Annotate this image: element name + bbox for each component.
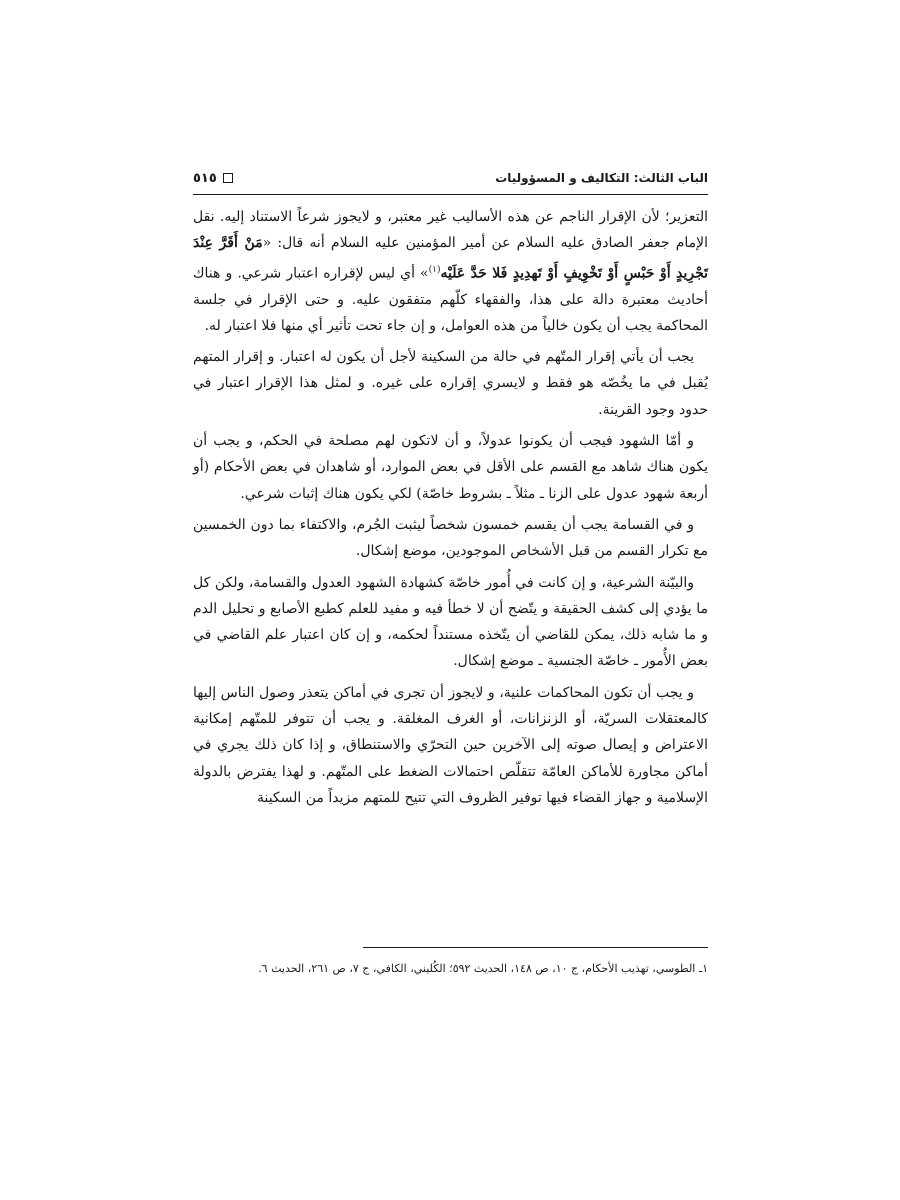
footnote-rule: [363, 947, 708, 948]
running-head: [193, 165, 708, 191]
paragraph-5: والبيّنة الشرعية، و إن كانت في أُمور خاصّة كشهادة الشهود العدول والقسامة، ولكن كل ما يؤدي إلى كشف الحقيقة و يتّضح أن لا خطأ فيه و مفيد للعلم كطبع الأصابع و تحليل الدم و ما شابه ذلك، يمكن للقاضي أن يتّخذه مستنداً لحكمه، و إن كان اعتبار علم القاضي في بعض الأُمور ـ خاصّة الجنسية ـ موضع إشكال.: [193, 574, 708, 670]
footnote: ١ـ الطوسي، تهذيب الأحكام، ج ١٠، ص ١٤٨، الحديث ٥٩٢؛ الكُليني، الكافي، ج ٧، ص ٢٦١، الحديث ٦.: [258, 962, 708, 975]
paragraph-1-end: » أي ليس لإقراره اعتبار شرعي. و هناك أحاديث معتبرة دالة على هذا، والفقهاء كلّهم متفقون عليه. و حتى الإقرار في جلسة المحاكمة يجب أن يكون خالياً من هذه العوامل، و إن جاء تحت تأثير أي منها فلا اعتبار له.: [193, 265, 708, 334]
body-text: [193, 204, 708, 816]
book-page: [193, 150, 708, 1000]
square-bullet-icon: [223, 173, 233, 183]
footnote-reference: (١): [428, 264, 441, 275]
hadith-quote: مَنْ أَقَرَّ عِنْدَ تَجْرِيدٍ أَوْ حَبْسٍ أَوْ تَخْوِيفٍ أَوْ تَهدِيدٍ فَلا حَدَّ عَلَيْه: [193, 235, 709, 282]
paragraph-3: و أمّا الشهود فيجب أن يكونوا عدولاً، و أن لاتكون لهم مصلحة في الحكم، و يجب أن يكون هناك شاهد مع القسم على الأقل في بعض الموارد، أو شاهدان في بعض الأحكام (أو أربعة شهود عدول على الزنا ـ مثلاً ـ بشروط خاصّة) لكي يكون هناك إثبات شرعي.: [193, 433, 708, 502]
paragraph-6: و يجب أن تكون المحاكمات علنية، و لايجوز أن تجرى في أماكن يتعذر وصول الناس إليها كالمعتقلات السريّة، أو الزنزانات، أو الغرف المغلقة. و يجب أن تتوفر للمتّهم إمكانية الاعتراض و إيصال صوته إلى الآخرين حين التحرّي والاستنطاق، و إذا كان ذلك يجري في أماكن مجاورة للأماكن العامّة تتقلّص احتمالات الضغط على المتّهم. و لهذا يفترض بالدولة الإسلامية و جهاز القضاء فيها توفير الظروف التي تتيح للمتهم مزيداً من السكينة: [193, 684, 708, 806]
paragraph-4: و في القسامة يجب أن يقسم خمسون شخصاً ليثبت الجُرم، والاكتفاء بما دون الخمسين مع تكرار القسم من قبل الأشخاص الموجودين، موضع إشكال.: [193, 516, 708, 560]
header-rule: [193, 194, 708, 195]
page-number-box: [193, 171, 233, 186]
paragraph-1-start: التعزير؛ لأن الإقرار الناجم عن هذه الأساليب غير معتبر، و لايجوز شرعاً الاستناد إليه. نقل الإمام جعفر الصادق عليه السلام عن أمير المؤمنين عليه السلام أنه قال: «: [193, 209, 708, 252]
paragraph-2: يجب أن يأتي إقرار المتّهم في حالة من السكينة لأجل أن يكون له اعتبار. و إقرار المتهم يُقبل في ما يخُصّه هو فقط و لايسري إقراره على غيره. و لمثل هذا الإقرار اعتبار في حدود وجود القرينة.: [193, 349, 708, 418]
chapter-title: الباب الثالث: التكاليف و المسؤوليات: [495, 171, 708, 185]
paragraph-1: [193, 204, 708, 339]
page-number: ٥١٥: [193, 170, 217, 186]
